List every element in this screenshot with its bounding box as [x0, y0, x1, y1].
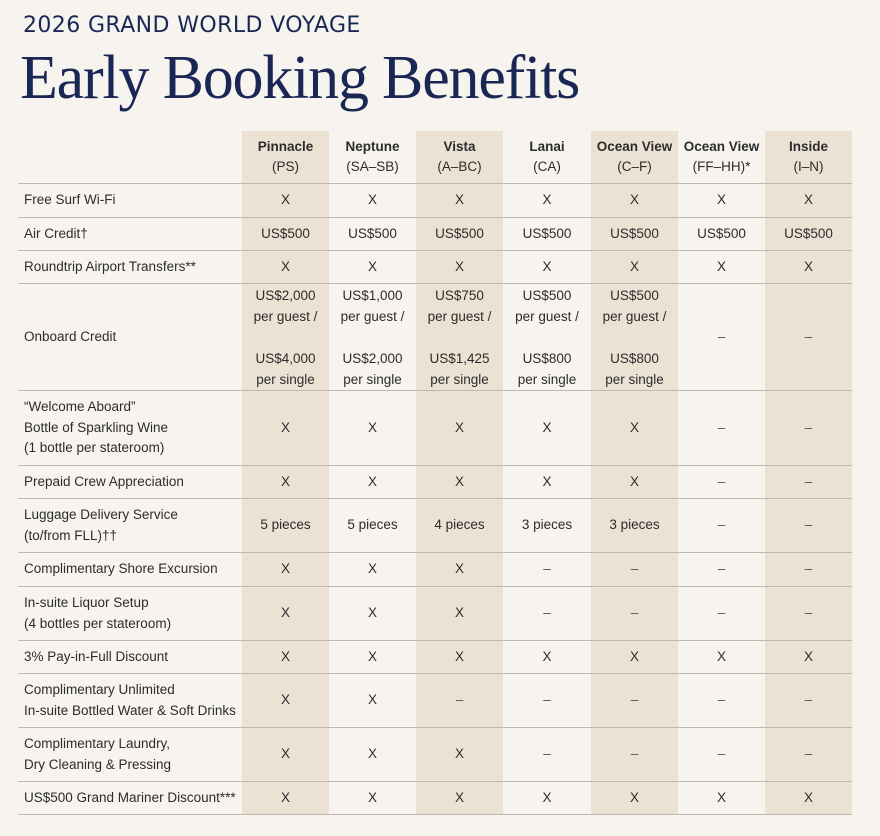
cell-value: X — [542, 789, 552, 805]
cell-value: – — [717, 746, 726, 762]
table-row — [18, 218, 852, 251]
row-label: Onboard Credit — [18, 284, 242, 391]
benefit-cell — [591, 587, 678, 641]
benefit-cell — [329, 641, 416, 674]
cell-value: US$2,000 per guest / US$4,000 per single — [253, 287, 318, 387]
benefit-cell — [765, 251, 852, 284]
benefit-cell — [242, 251, 329, 284]
table-row — [18, 553, 852, 587]
cell-value: US$500 — [435, 225, 484, 241]
header-empty-cell — [18, 131, 242, 184]
benefit-cell — [242, 553, 329, 587]
column-name: Lanai — [529, 139, 565, 154]
benefit-cell — [765, 641, 852, 674]
benefit-cell — [591, 184, 678, 218]
benefit-cell — [678, 553, 765, 587]
row-label: US$500 Grand Mariner Discount*** — [18, 782, 242, 815]
cell-value: – — [804, 473, 813, 489]
benefit-cell — [591, 391, 678, 466]
table-row — [18, 499, 852, 553]
cell-value: – — [630, 605, 639, 621]
benefit-cell — [503, 728, 591, 782]
cell-value: X — [367, 648, 377, 664]
benefit-cell — [416, 674, 503, 728]
column-header — [503, 131, 591, 184]
cell-value: – — [717, 561, 726, 577]
table-row — [18, 728, 852, 782]
benefit-cell — [416, 587, 503, 641]
benefit-cell — [678, 782, 765, 815]
benefit-cell — [416, 251, 503, 284]
cell-value: – — [804, 605, 813, 621]
benefit-cell — [329, 782, 416, 815]
row-label: Roundtrip Airport Transfers** — [18, 251, 242, 284]
benefit-cell — [503, 587, 591, 641]
column-name: Vista — [443, 139, 476, 154]
benefit-cell — [765, 553, 852, 587]
benefit-cell — [678, 391, 765, 466]
cell-value: X — [542, 192, 552, 208]
cell-value: – — [543, 605, 551, 621]
benefit-cell — [678, 284, 765, 391]
benefit-cell — [242, 466, 329, 499]
benefit-cell — [765, 391, 852, 466]
cell-value: – — [804, 419, 813, 435]
table-row — [18, 466, 852, 499]
column-header — [678, 131, 765, 184]
benefit-cell — [591, 641, 678, 674]
cell-value: X — [542, 648, 552, 664]
cell-value: US$1,000 per guest / US$2,000 per single — [340, 287, 405, 387]
row-label: Complimentary Unlimited In-suite Bottled Water & Soft Drinks — [18, 674, 242, 728]
benefit-cell — [765, 499, 852, 553]
benefit-cell — [765, 284, 852, 391]
benefit-cell — [591, 553, 678, 587]
cell-value: – — [630, 692, 639, 708]
cell-value: X — [716, 789, 726, 805]
column-header — [242, 131, 329, 184]
benefit-cell — [416, 184, 503, 218]
benefit-cell — [678, 466, 765, 499]
benefit-cell — [678, 184, 765, 218]
cell-value: X — [280, 692, 290, 708]
table-row — [18, 284, 852, 391]
cell-value: – — [717, 517, 726, 533]
column-code: (SA–SB) — [346, 159, 399, 174]
benefit-cell — [329, 553, 416, 587]
benefit-cell — [503, 391, 591, 466]
benefit-cell — [242, 499, 329, 553]
cell-value: X — [454, 746, 464, 762]
page-kicker: 2026 GRAND WORLD VOYAGE — [23, 13, 361, 38]
benefit-cell — [503, 251, 591, 284]
cell-value: – — [630, 746, 639, 762]
cell-value: 3 pieces — [609, 517, 660, 533]
table-row — [18, 251, 852, 284]
benefit-cell — [765, 466, 852, 499]
column-header — [329, 131, 416, 184]
cell-value: X — [716, 192, 726, 208]
benefit-cell — [503, 499, 591, 553]
cell-value: – — [717, 605, 726, 621]
benefit-cell — [416, 553, 503, 587]
cell-value: X — [803, 258, 813, 274]
benefit-cell — [242, 587, 329, 641]
benefit-cell — [765, 184, 852, 218]
cell-value: X — [367, 561, 377, 577]
cell-value: X — [454, 561, 464, 577]
benefit-cell — [678, 587, 765, 641]
cell-value: – — [543, 692, 551, 708]
column-name: Pinnacle — [257, 139, 314, 154]
column-code: (I–N) — [793, 159, 824, 174]
cell-value: X — [629, 648, 639, 664]
row-label: 3% Pay-in-Full Discount — [18, 641, 242, 674]
cell-value: X — [542, 419, 552, 435]
benefits-table — [18, 131, 852, 815]
benefit-cell — [503, 218, 591, 251]
cell-value: – — [804, 746, 813, 762]
cell-value: US$500 per guest / US$800 per single — [515, 287, 579, 387]
benefit-cell — [678, 728, 765, 782]
benefit-cell — [416, 728, 503, 782]
column-header — [416, 131, 503, 184]
page-title: Early Booking Benefits — [20, 44, 580, 112]
cell-value: X — [367, 419, 377, 435]
benefit-cell — [329, 466, 416, 499]
table-row — [18, 391, 852, 466]
column-code: (C–F) — [617, 159, 652, 174]
benefit-cell — [591, 499, 678, 553]
cell-value: – — [717, 419, 726, 435]
benefit-cell — [416, 466, 503, 499]
cell-value: X — [280, 258, 290, 274]
benefit-cell — [329, 587, 416, 641]
row-label: “Welcome Aboard” Bottle of Sparkling Wine (1 bottle per stateroom) — [18, 391, 242, 466]
benefit-cell — [329, 284, 416, 391]
benefit-cell — [591, 728, 678, 782]
column-name: Neptune — [345, 139, 400, 154]
cell-value: X — [367, 692, 377, 708]
column-name: Ocean View — [596, 139, 673, 154]
cell-value: X — [280, 746, 290, 762]
cell-value: X — [629, 192, 639, 208]
column-code: (PS) — [272, 159, 299, 174]
benefit-cell — [503, 184, 591, 218]
table-row — [18, 641, 852, 674]
cell-value: US$750 per guest / US$1,425 per single — [427, 287, 492, 387]
table-row — [18, 184, 852, 218]
cell-value: X — [803, 789, 813, 805]
cell-value: X — [280, 473, 290, 489]
table-row — [18, 587, 852, 641]
cell-value: X — [629, 258, 639, 274]
cell-value: – — [804, 517, 813, 533]
benefit-cell — [329, 218, 416, 251]
benefit-cell — [416, 641, 503, 674]
cell-value: X — [454, 419, 464, 435]
benefit-cell — [678, 674, 765, 728]
cell-value: X — [629, 473, 639, 489]
cell-value: X — [542, 473, 552, 489]
benefit-cell — [503, 284, 591, 391]
cell-value: 3 pieces — [521, 517, 573, 533]
cell-value: X — [629, 419, 639, 435]
cell-value: US$500 per guest / US$800 per single — [602, 287, 667, 387]
table-header — [18, 131, 852, 184]
benefit-cell — [416, 782, 503, 815]
cell-value: X — [454, 789, 464, 805]
benefit-cell — [591, 782, 678, 815]
cell-value: 5 pieces — [260, 517, 311, 533]
benefit-cell — [591, 251, 678, 284]
benefit-cell — [503, 674, 591, 728]
benefit-cell — [329, 391, 416, 466]
benefit-cell — [765, 218, 852, 251]
cell-value: US$500 — [522, 225, 572, 241]
benefit-cell — [329, 251, 416, 284]
benefit-cell — [765, 587, 852, 641]
benefit-cell — [416, 391, 503, 466]
benefit-cell — [765, 728, 852, 782]
row-label: Luggage Delivery Service (to/from FLL)†† — [18, 499, 242, 553]
benefit-cell — [678, 251, 765, 284]
cell-value: – — [630, 561, 639, 577]
cell-value: 5 pieces — [347, 517, 398, 533]
row-label: Free Surf Wi-Fi — [18, 184, 242, 218]
benefit-cell — [329, 184, 416, 218]
benefit-cell — [678, 641, 765, 674]
cell-value: US$500 — [784, 225, 833, 241]
table-row — [18, 674, 852, 728]
benefit-cell — [242, 284, 329, 391]
cell-value: X — [280, 192, 290, 208]
column-code: (A–BC) — [437, 159, 482, 174]
cell-value: X — [454, 605, 464, 621]
cell-value: X — [803, 192, 813, 208]
cell-value: US$500 — [348, 225, 397, 241]
benefit-cell — [591, 284, 678, 391]
cell-value: – — [543, 746, 551, 762]
cell-value: X — [454, 192, 464, 208]
benefit-cell — [591, 466, 678, 499]
row-label: Complimentary Shore Excursion — [18, 553, 242, 587]
benefit-cell — [765, 674, 852, 728]
row-label: Prepaid Crew Appreciation — [18, 466, 242, 499]
benefit-cell — [591, 218, 678, 251]
benefit-cell — [591, 674, 678, 728]
benefit-cell — [242, 728, 329, 782]
benefit-cell — [242, 184, 329, 218]
benefit-cell — [503, 553, 591, 587]
cell-value: X — [542, 258, 552, 274]
cell-value: – — [717, 328, 726, 344]
benefit-cell — [503, 641, 591, 674]
column-header — [765, 131, 852, 184]
cell-value: US$500 — [697, 225, 746, 241]
row-label: Complimentary Laundry, Dry Cleaning & Pressing — [18, 728, 242, 782]
benefit-cell — [503, 466, 591, 499]
benefit-cell — [765, 782, 852, 815]
benefit-cell — [329, 728, 416, 782]
cell-value: X — [367, 258, 377, 274]
benefit-cell — [242, 782, 329, 815]
benefit-cell — [329, 499, 416, 553]
benefit-cell — [416, 284, 503, 391]
benefit-cell — [242, 218, 329, 251]
cell-value: X — [280, 789, 290, 805]
row-label: In-suite Liquor Setup (4 bottles per stateroom) — [18, 587, 242, 641]
benefit-cell — [416, 499, 503, 553]
cell-value: X — [280, 419, 290, 435]
benefit-cell — [242, 641, 329, 674]
benefit-cell — [678, 499, 765, 553]
cell-value: X — [454, 648, 464, 664]
cell-value: – — [717, 473, 726, 489]
benefit-cell — [503, 782, 591, 815]
cell-value: – — [804, 692, 813, 708]
cell-value: X — [280, 648, 290, 664]
benefit-cell — [678, 218, 765, 251]
cell-value: – — [804, 328, 813, 344]
row-label: Air Credit† — [18, 218, 242, 251]
table-row — [18, 782, 852, 815]
benefit-cell — [329, 674, 416, 728]
cell-value: X — [367, 789, 377, 805]
cell-value: X — [367, 473, 377, 489]
cell-value: X — [280, 605, 290, 621]
cell-value: US$500 — [610, 225, 659, 241]
cell-value: – — [455, 692, 464, 708]
cell-value: X — [716, 648, 726, 664]
cell-value: – — [804, 561, 813, 577]
cell-value: X — [367, 746, 377, 762]
benefit-cell — [242, 674, 329, 728]
column-header — [591, 131, 678, 184]
benefit-cell — [416, 218, 503, 251]
cell-value: X — [629, 789, 639, 805]
column-name: Ocean View — [683, 139, 760, 154]
cell-value: X — [454, 258, 464, 274]
column-code: (CA) — [533, 159, 561, 174]
cell-value: X — [716, 258, 726, 274]
column-code: (FF–HH)* — [692, 159, 751, 174]
cell-value: X — [280, 561, 290, 577]
cell-value: US$500 — [261, 225, 310, 241]
benefit-cell — [242, 391, 329, 466]
cell-value: – — [717, 692, 726, 708]
cell-value: X — [803, 648, 813, 664]
cell-value: 4 pieces — [434, 517, 485, 533]
cell-value: – — [543, 561, 551, 577]
column-name: Inside — [788, 139, 828, 154]
cell-value: X — [454, 473, 464, 489]
cell-value: X — [367, 192, 377, 208]
cell-value: X — [367, 605, 377, 621]
table-body — [18, 184, 852, 815]
